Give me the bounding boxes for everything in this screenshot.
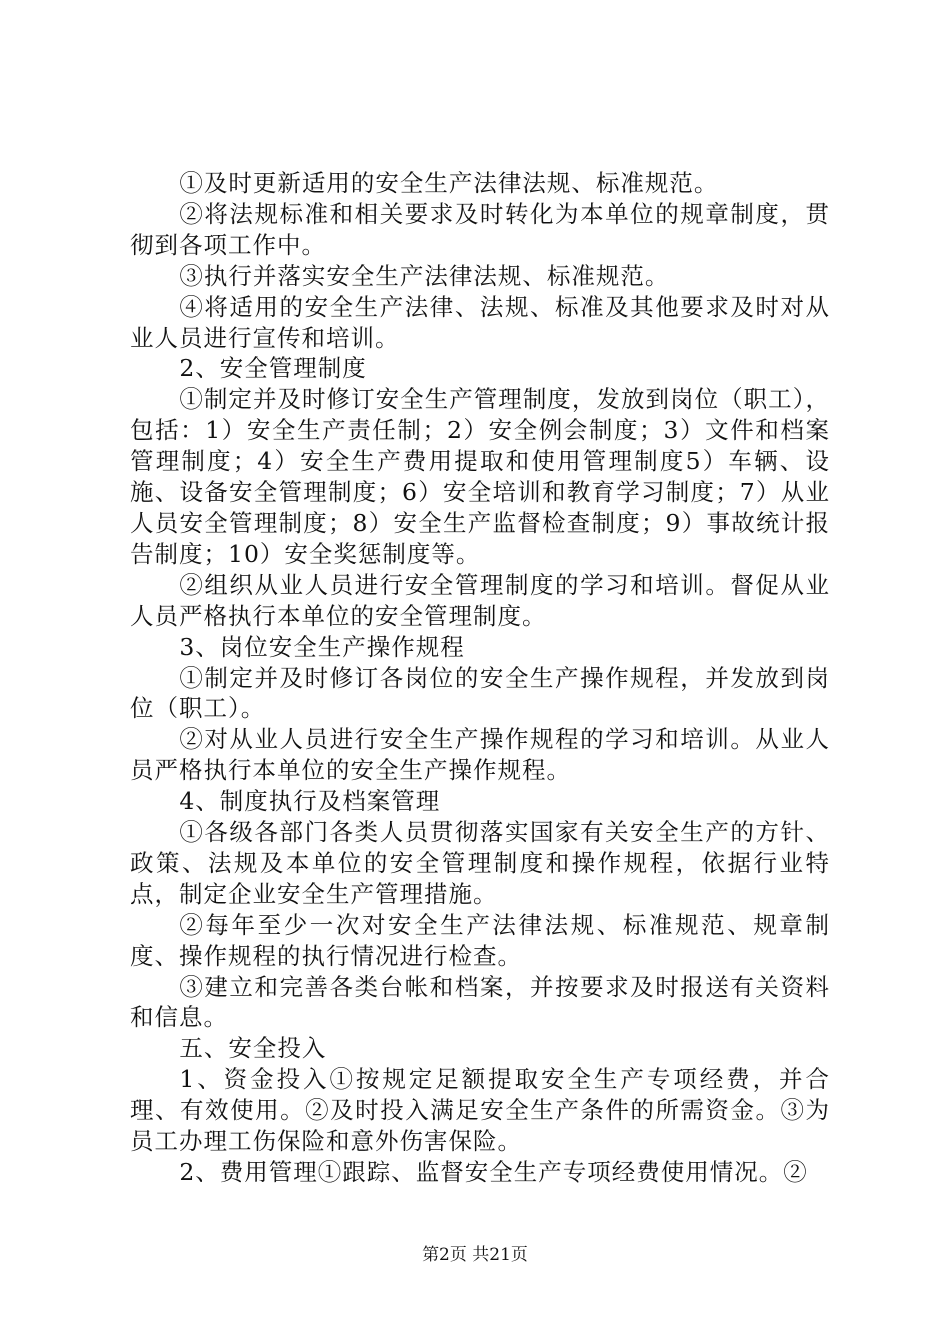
paragraph: ②组织从业人员进行安全管理制度的学习和培训。督促从业人员严格执行本单位的安全管理制度。 xyxy=(130,570,830,630)
section-heading: 五、安全投入 xyxy=(179,1034,327,1063)
page-number-footer: 第2页 共21页 xyxy=(422,1245,528,1265)
document-body xyxy=(130,168,830,1188)
paragraph: ②每年至少一次对安全生产法律法规、标准规范、规章制度、操作规程的执行情况进行检查。 xyxy=(130,910,830,970)
section-heading: 3、岗位安全生产操作规程 xyxy=(179,632,465,661)
paragraph: 2、费用管理①跟踪、监督安全生产专项经费使用情况。② xyxy=(179,1158,808,1186)
section-heading: 2、安全管理制度 xyxy=(179,354,367,383)
paragraph: ①各级各部门各类人员贯彻落实国家有关安全生产的方针、政策、法规及本单位的安全管理制度和操作规程，依据行业特点，制定企业安全生产管理措施。 xyxy=(130,818,830,908)
paragraph: ①制定并及时修订安全生产管理制度，发放到岗位（职工），包括：1）安全生产责任制；2）安全例会制度；3）文件和档案管理制度；4）安全生产费用提取和使用管理制度5）车辆、设施、设备安全管理制度；6）安全培训和教育学习制度；7）从业人员安全管理制度；8）安全生产监督检查制度；9）事故统计报告制度；10）安全奖惩制度等。 xyxy=(130,385,830,568)
paragraph: ①制定并及时修订各岗位的安全生产操作规程，并发放到岗位（职工）。 xyxy=(130,663,830,723)
paragraph: ④将适用的安全生产法律、法规、标准及其他要求及时对从业人员进行宣传和培训。 xyxy=(130,292,830,352)
paragraph: ①及时更新适用的安全生产法律法规、标准规范。 xyxy=(179,169,719,197)
paragraph: 1、资金投入①按规定足额提取安全生产专项经费，并合理、有效使用。②及时投入满足安全生产条件的所需资金。③为员工办理工伤保险和意外伤害保险。 xyxy=(130,1065,830,1156)
paragraph: ②对从业人员进行安全生产操作规程的学习和培训。从业人员严格执行本单位的安全生产操作规程。 xyxy=(130,725,830,785)
paragraph: ②将法规标准和相关要求及时转化为本单位的规章制度，贯彻到各项工作中。 xyxy=(130,199,830,259)
section-heading: 4、制度执行及档案管理 xyxy=(179,787,441,816)
paragraph: ③执行并落实安全生产法律法规、标准规范。 xyxy=(179,261,670,290)
paragraph: ③建立和完善各类台帐和档案，并按要求及时报送有关资料和信息。 xyxy=(130,972,830,1032)
